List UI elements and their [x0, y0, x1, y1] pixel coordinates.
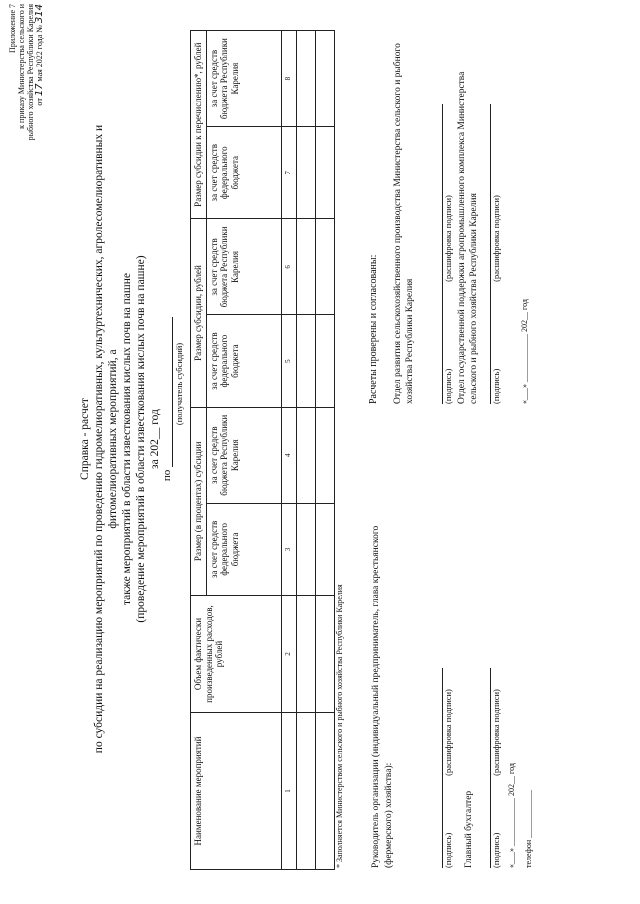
approval-dept-1: Отдел развития сельскохозяйственного производства Министерства сельского и рыбного хозяйства Республики Карелия [393, 43, 415, 404]
table-cell[interactable] [315, 503, 334, 595]
handwritten-day: 17 [34, 83, 45, 97]
table-cell[interactable] [315, 219, 334, 315]
handwritten-number: 314 [34, 4, 45, 24]
table-cell[interactable] [296, 315, 315, 407]
table-cell[interactable] [296, 127, 315, 219]
column-number: 5 [281, 315, 296, 407]
doc-title-line-2: также мероприятий в области известкования кислых почв на пашне [121, 272, 133, 606]
appendix-note [8, 4, 44, 164]
col-header-amount: Размер субсидии, рублей [191, 219, 207, 407]
column-number: 1 [281, 713, 296, 870]
column-number-row [281, 31, 296, 870]
col-header-volume: Объем фактически произведенных расходов, рублей [191, 596, 282, 713]
recipient-caption: (получатель субсидий) [174, 342, 184, 426]
table-row [296, 31, 315, 870]
accountant-label: Главный бухгалтер [464, 790, 474, 868]
table-cell[interactable] [315, 315, 334, 407]
table-row [315, 31, 334, 870]
column-number: 8 [281, 31, 296, 127]
column-number: 3 [281, 503, 296, 595]
recipient-row: по [160, 274, 173, 524]
table-cell[interactable] [315, 407, 334, 503]
doc-title-line-3: (проведение мероприятий в области известкования кислых почв на пашне) [135, 255, 147, 623]
doc-period: за 202__ год [149, 409, 161, 469]
col-header-due: Размер субсидии к перечислению*, рублей [191, 31, 207, 219]
col-header-percent: Размер (в процентах) субсидии [191, 407, 207, 595]
approval-date-line: «___» ____________ 202__ год [520, 299, 529, 404]
calculation-table [190, 30, 335, 870]
accountant-signature-line: (подпись) (расшифровка подписи) [490, 668, 501, 868]
approval-heading: Расчеты проверены и согласованы: [368, 254, 379, 404]
table-cell[interactable] [296, 219, 315, 315]
sub-header-federal: за счет средств федерального бюджета [206, 503, 281, 595]
sub-header-regional: за счет средств бюджета Республики Карелия [206, 407, 281, 503]
table-cell[interactable] [315, 713, 334, 870]
table-cell[interactable] [296, 503, 315, 595]
approval-signature-line-1: (подпись) (расшифровка подписи) [442, 104, 453, 404]
sub-header-regional: за счет средств бюджета Республики Карелия [206, 219, 281, 315]
title-block [78, 94, 162, 784]
head-signature-line: (подпись) (расшифровка подписи) [442, 668, 453, 868]
recipient-blank [160, 317, 173, 467]
sub-header-federal: за счет средств федерального бюджета [206, 127, 281, 219]
sub-header-regional: за счет средств бюджета Республики Карелия [206, 31, 281, 127]
table-cell[interactable] [296, 713, 315, 870]
doc-heading: Справка - расчет [79, 398, 91, 480]
doc-title-line-1: по субсидии на реализацию мероприятий по проведению гидромелиоративных, культуртехнических, агролесомелиоративных и фитомелиоративных мероприятий, а [93, 124, 119, 754]
column-number: 4 [281, 407, 296, 503]
column-number: 7 [281, 127, 296, 219]
appendix-line-4: от 17 мая 2022 года № 314 [34, 4, 45, 106]
approval-signature-line-2: (подпись) (расшифровка подписи) [490, 104, 501, 404]
appendix-line-1: Приложение 7 [8, 4, 17, 53]
column-number: 6 [281, 219, 296, 315]
date-line: «___» ____________ 202__ год [507, 763, 516, 868]
col-header-name: Наименование мероприятий [191, 713, 282, 870]
column-number: 2 [281, 596, 296, 713]
table-cell[interactable] [296, 31, 315, 127]
table-cell[interactable] [315, 596, 334, 713]
table-cell[interactable] [296, 596, 315, 713]
appendix-line-3: рыбного хозяйства Республики Карелия [26, 4, 35, 141]
sub-header-federal: за счет средств федерального бюджета [206, 315, 281, 407]
table-cell[interactable] [315, 31, 334, 127]
appendix-line-2: к приказу Министерства сельского и [17, 4, 26, 129]
table-cell[interactable] [315, 127, 334, 219]
footnote: * Заполняется Министерством сельского и рыбного хозяйства Республики Карелия [335, 584, 344, 868]
head-signatory-label: Руководитель организации (индивидуальный предприниматель, глава крестьянского (фермерского) хозяйства): [371, 525, 394, 868]
approval-dept-2: Отдел государственной поддержки агропромышленного комплекса Министерства сельского и рыбного хозяйства Республики Карелия [457, 71, 479, 404]
table-cell[interactable] [296, 407, 315, 503]
phone-line: телефон ____________ [524, 789, 533, 868]
